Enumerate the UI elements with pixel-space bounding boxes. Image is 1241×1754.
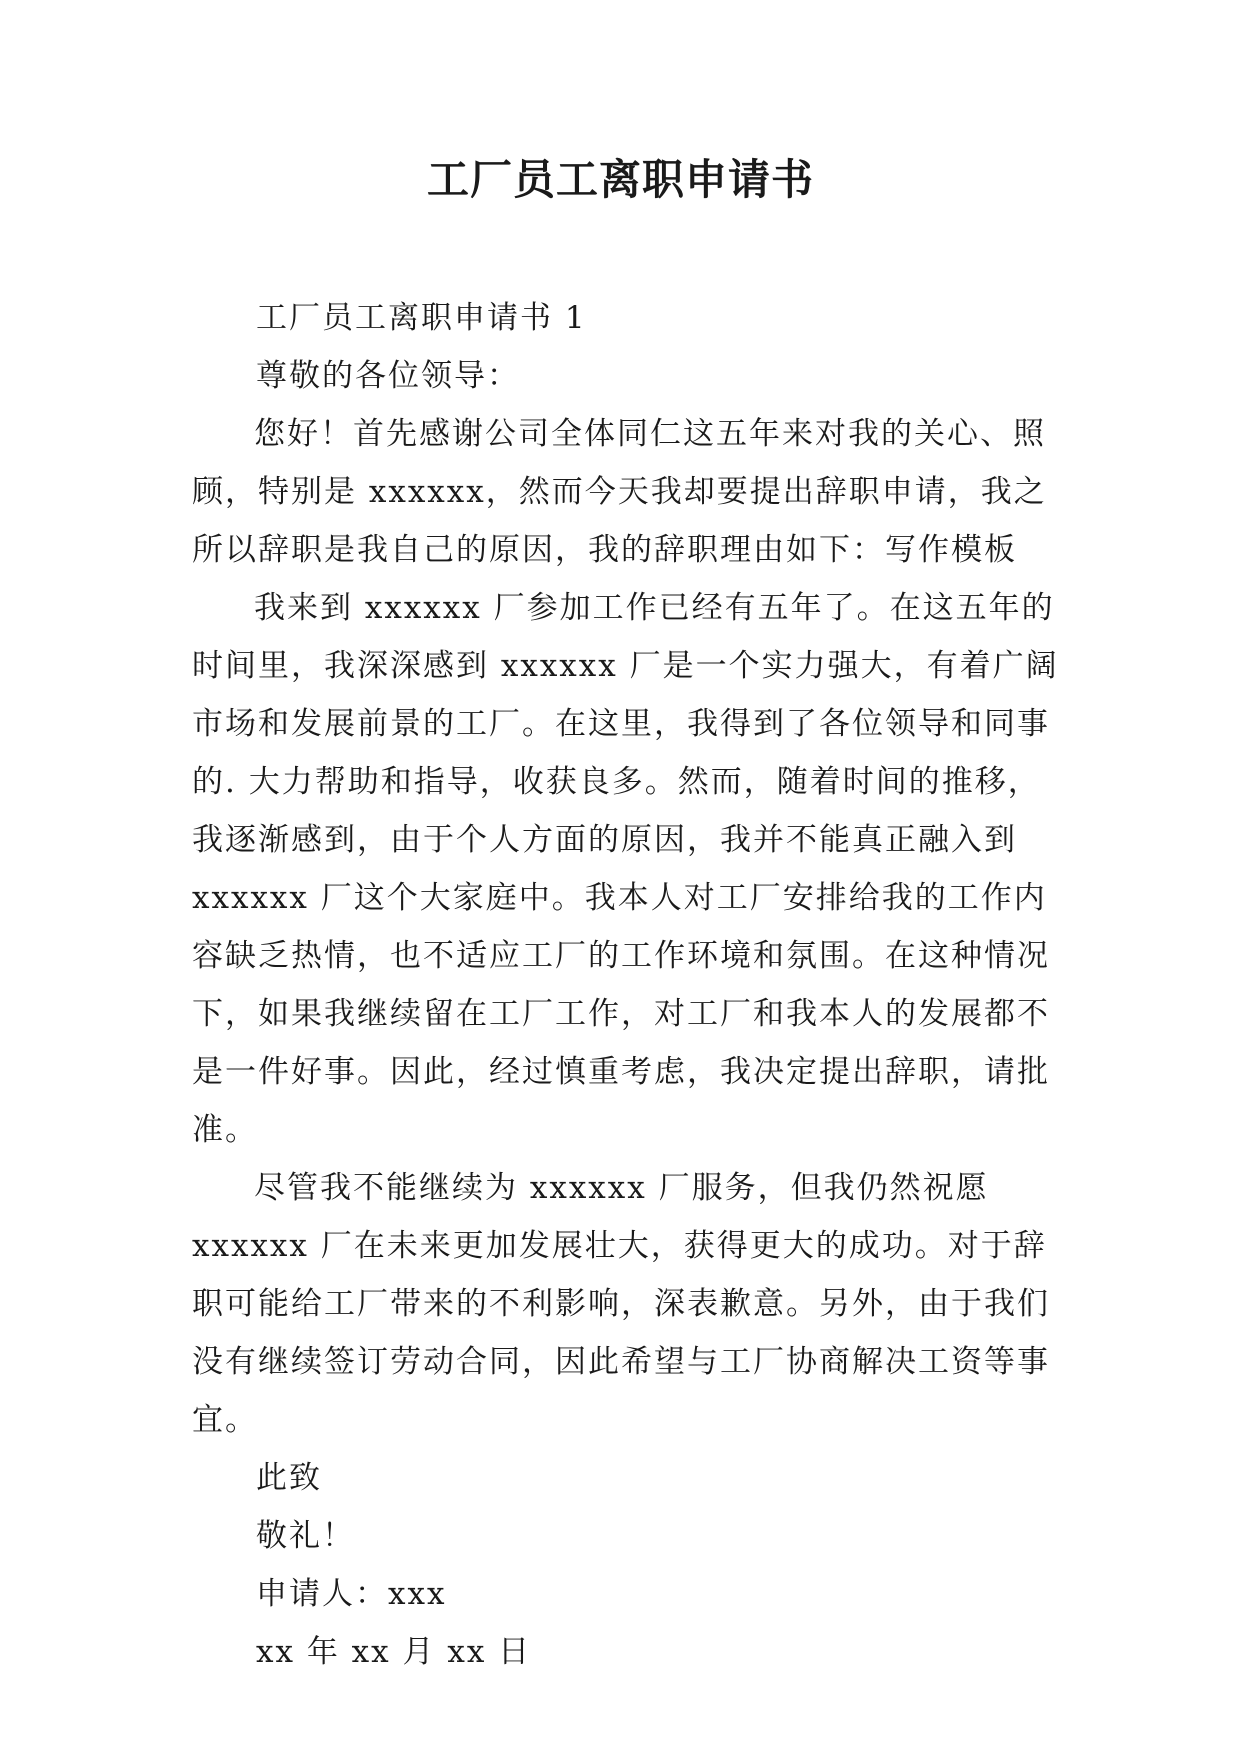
applicant-signature: 申请人：xxx — [256, 1576, 447, 1612]
letter-date: xx 年 xx 月 xx 日 — [256, 1634, 532, 1670]
salutation: 尊敬的各位领导： — [256, 358, 520, 394]
letter-subtitle: 工厂员工离职申请书 1 — [256, 300, 587, 336]
paragraph-greeting: 您好！首先感谢公司全体同仁这五年来对我的关心、照顾，特别是 xxxxxx，然而今天我却要提出辞职申请，我之所以辞职是我自己的原因，我的辞职理由如下：写作模板 — [192, 416, 1047, 568]
paragraph-reasons: 我来到 xxxxxx 厂参加工作已经有五年了。在这五年的时间里，我深深感到 xxxxxx 厂是一个实力强大，有着广阔市场和发展前景的工厂。在这里，我得到了各位领导和同事的. 大力帮助和指导，收获良多。然而，随着时间的推移，我逐渐感到，由于个人方面的原因，我并不能真正融入到 xxxxxx 厂这个大家庭中。我本人对工厂安排给我的工作内容缺乏热情，也不适应工厂的工作环境和氛围。在这种情况下，如果我继续留在工厂工作，对工厂和我本人的发展都不是一件好事。因此，经过慎重考虑，我决定提出辞职，请批准。 — [192, 590, 1059, 1148]
closing-line-2: 敬礼！ — [256, 1518, 355, 1554]
document-title: 工厂员工离职申请书 — [426, 155, 814, 204]
closing-line-1: 此致 — [256, 1460, 322, 1496]
document-body — [192, 289, 1062, 1681]
paragraph-wishes: 尽管我不能继续为 xxxxxx 厂服务，但我仍然祝愿 xxxxxx 厂在未来更加发展壮大，获得更大的成功。对于辞职可能给工厂带来的不利影响，深表歉意。另外，由于我们没有继续签订劳动合同，因此希望与工厂协商解决工资等事宜。 — [192, 1170, 1050, 1438]
